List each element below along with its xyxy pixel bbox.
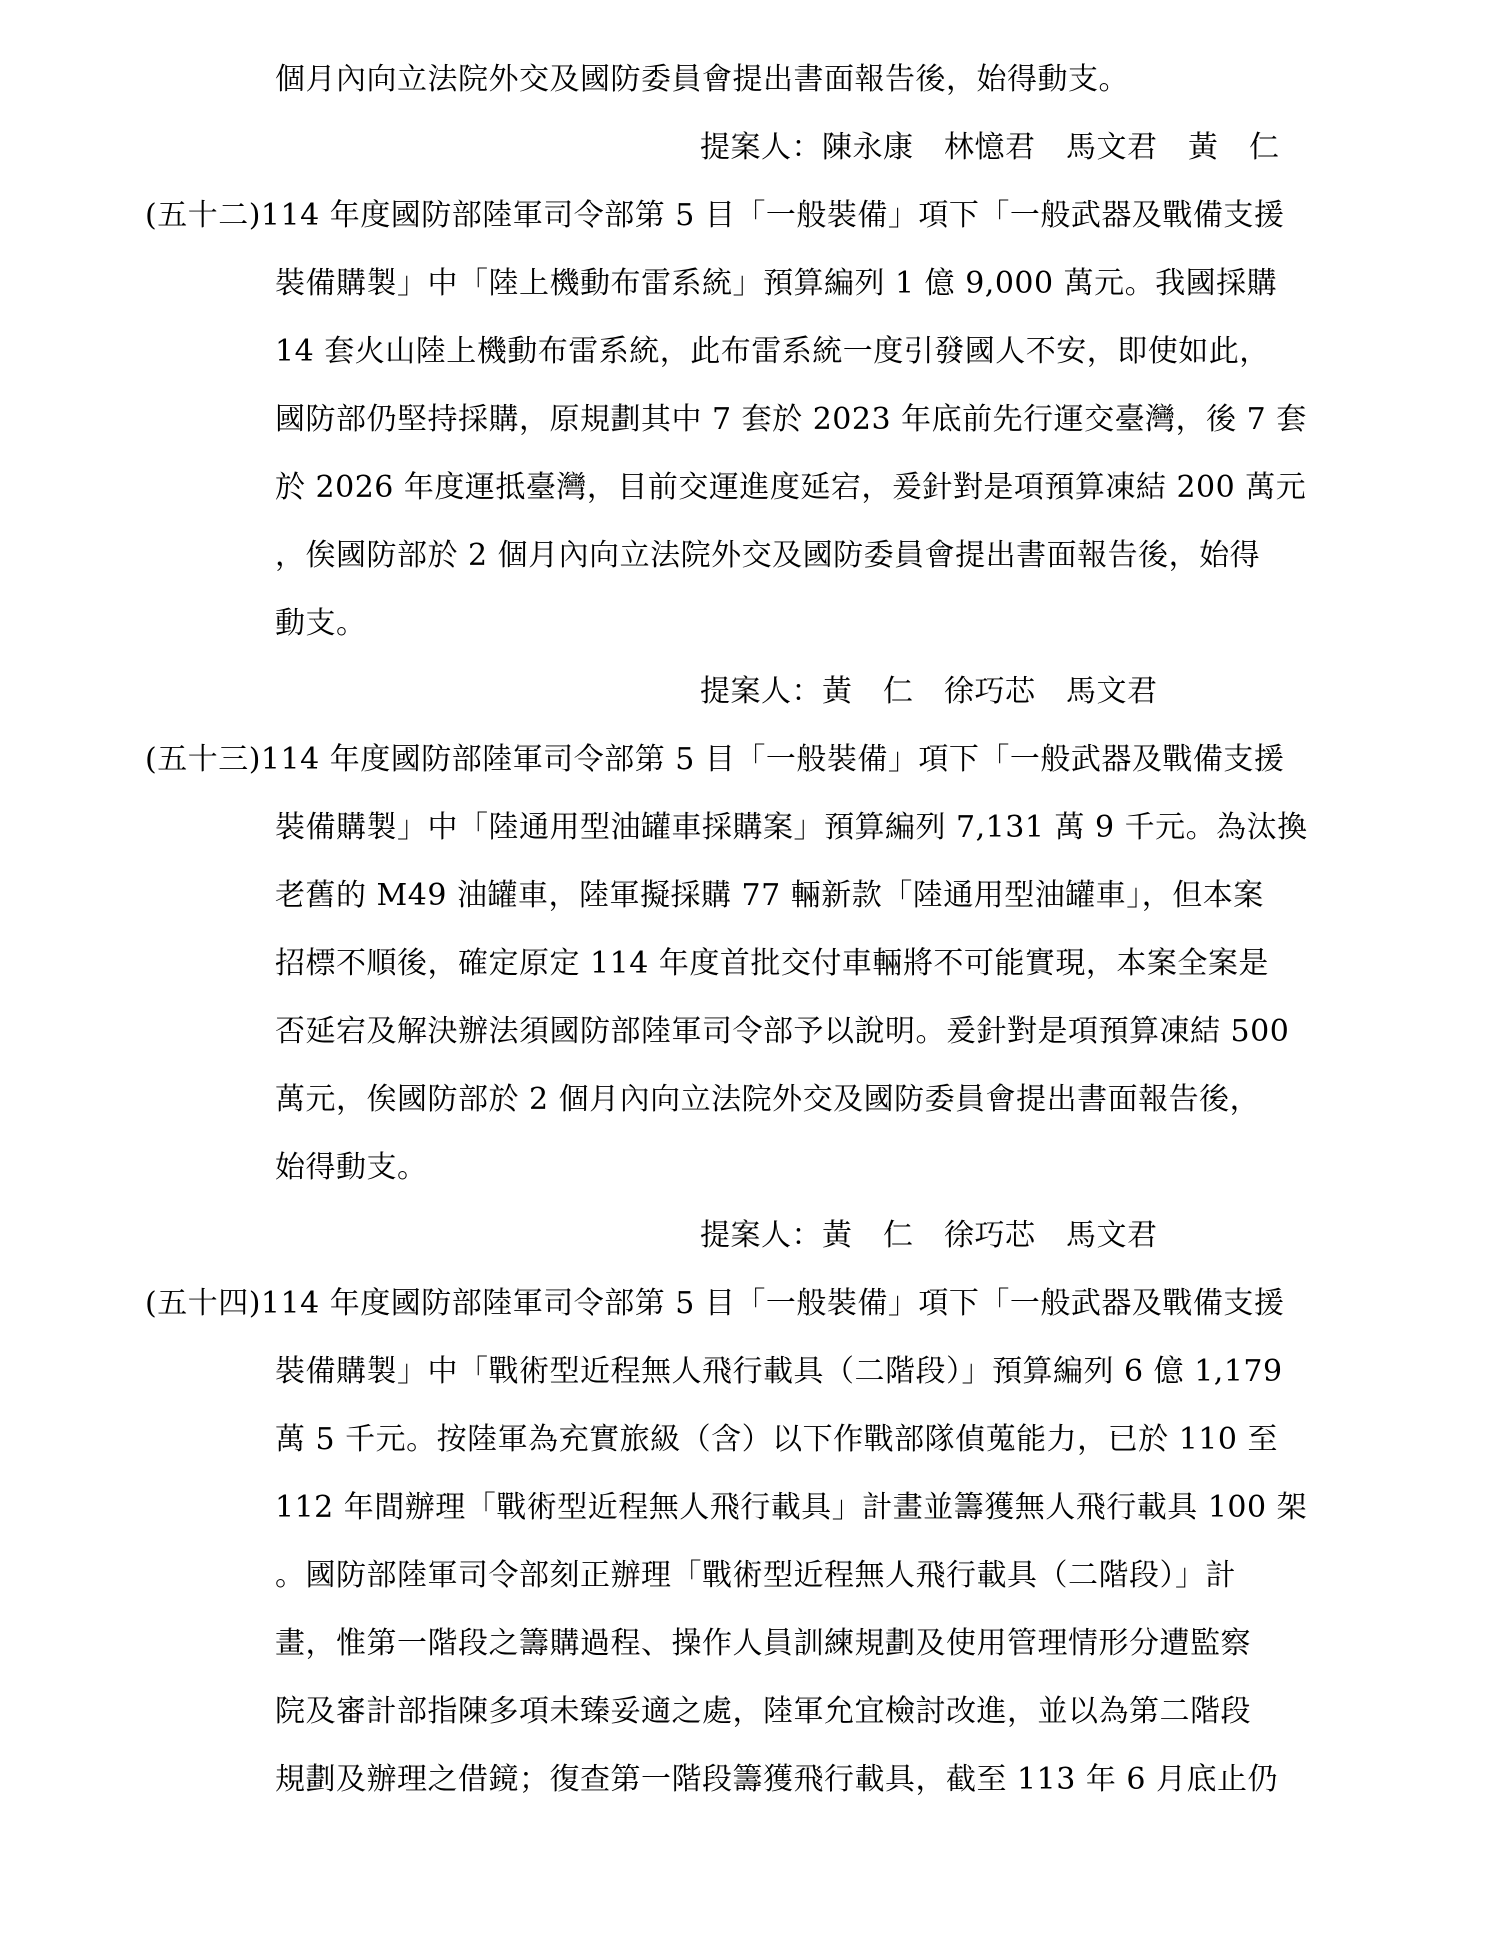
intro-proposers: 提案人：陳永康 林憶君 馬文君 黃 仁: [700, 130, 1280, 165]
item-53-text-line: 招標不順後，確定原定 114 年度首批交付車輛將不可能實現，本案全案是: [275, 946, 1269, 981]
item-54-text-line: 。國防部陸軍司令部刻正辦理「戰術型近程無人飛行載具（二階段）」計: [275, 1558, 1236, 1593]
item-54-text-line: 院及審計部指陳多項未臻妥適之處，陸軍允宜檢討改進，並以為第二階段: [275, 1694, 1251, 1729]
item-53-text-line: 114 年度國防部陸軍司令部第 5 目「一般裝備」項下「一般武器及戰備支援: [260, 742, 1285, 777]
item-53-proposers: 提案人：黃 仁 徐巧芯 馬文君: [700, 1218, 1158, 1253]
item-54-first-line: [145, 1284, 1284, 1324]
item-53-text-line: 萬元，俟國防部於 2 個月內向立法院外交及國防委員會提出書面報告後，: [275, 1082, 1261, 1117]
item-52-number: (五十二): [145, 198, 261, 233]
item-54-number: (五十四): [145, 1286, 261, 1321]
item-53-first-line: [145, 740, 1284, 780]
item-52-text-line: 14 套火山陸上機動布雷系統，此布雷系統一度引發國人不安，即使如此，: [275, 334, 1270, 369]
item-52-first-line: [145, 196, 1284, 236]
item-54-text-line: 裝備購製」中「戰術型近程無人飛行載具（二階段）」預算編列 6 億 1,179: [275, 1354, 1283, 1389]
item-52-text-line: 動支。: [275, 606, 367, 641]
item-53-text-line: 否延宕及解決辦法須國防部陸軍司令部予以說明。爰針對是項預算凍結 500: [275, 1014, 1290, 1049]
item-52-text-line: 114 年度國防部陸軍司令部第 5 目「一般裝備」項下「一般武器及戰備支援: [260, 198, 1285, 233]
item-54-text-line: 萬 5 千元。按陸軍為充實旅級（含）以下作戰部隊偵蒐能力，已於 110 至: [275, 1422, 1278, 1457]
item-54-text-line: 規劃及辦理之借鏡；復查第一階段籌獲飛行載具，截至 113 年 6 月底止仍: [275, 1762, 1278, 1797]
item-52-proposers: 提案人：黃 仁 徐巧芯 馬文君: [700, 674, 1158, 709]
item-54-text-line: 112 年間辦理「戰術型近程無人飛行載具」計畫並籌獲無人飛行載具 100 架: [275, 1490, 1308, 1525]
item-52-text-line: 於 2026 年度運抵臺灣，目前交運進度延宕，爰針對是項預算凍結 200 萬元: [275, 470, 1307, 505]
item-53-text-line: 老舊的 M49 油罐車，陸軍擬採購 77 輛新款「陸通用型油罐車」，但本案: [275, 878, 1264, 913]
intro-tail-line: 個月內向立法院外交及國防委員會提出書面報告後，始得動支。: [275, 62, 1129, 97]
item-52-text-line: 裝備購製」中「陸上機動布雷系統」預算編列 1 億 9,000 萬元。我國採購: [275, 266, 1278, 301]
item-54-text-line: 畫，惟第一階段之籌購過程、操作人員訓練規劃及使用管理情形分遭監察: [275, 1626, 1251, 1661]
item-54-text-line: 114 年度國防部陸軍司令部第 5 目「一般裝備」項下「一般武器及戰備支援: [260, 1286, 1285, 1321]
item-53-text-line: 始得動支。: [275, 1150, 428, 1185]
item-53-number: (五十三): [145, 742, 261, 777]
item-53-text-line: 裝備購製」中「陸通用型油罐車採購案」預算編列 7,131 萬 9 千元。為汰換: [275, 810, 1308, 845]
item-52-text-line: 國防部仍堅持採購，原規劃其中 7 套於 2023 年底前先行運交臺灣，後 7 套: [275, 402, 1307, 437]
item-52-text-line: ，俟國防部於 2 個月內向立法院外交及國防委員會提出書面報告後，始得: [275, 538, 1261, 573]
